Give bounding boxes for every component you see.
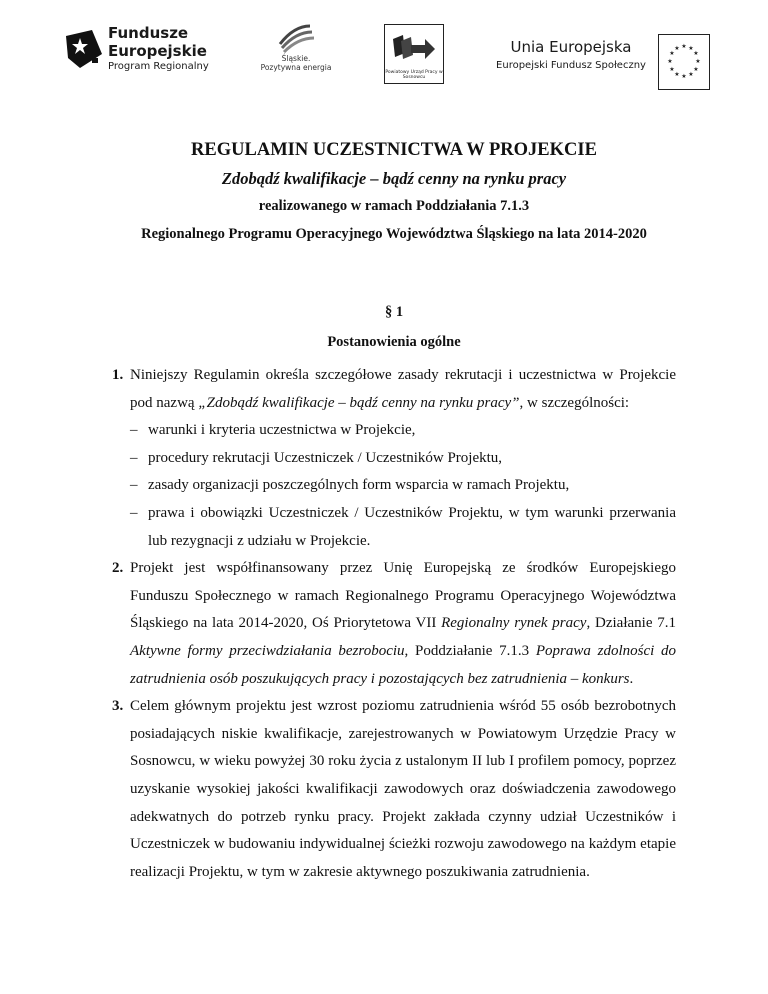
- pup-arrow-icon: [391, 33, 437, 63]
- fundusze-europejskie-logo: [66, 22, 226, 74]
- ue-line1: Unia Europejska: [510, 38, 632, 56]
- point-2-text-a: Projekt jest współfinansowany przez Unię Europejską ze środków Europejskiego Funduszu Społecznego w ramach Regionalnego Programu Operacyjnego Województwa Śląskiego na lata 2014-2020, Oś Priorytetowa VII: [130, 560, 676, 632]
- point-number: 2.: [112, 560, 124, 577]
- svg-text:★: ★: [688, 71, 694, 78]
- svg-text:★: ★: [669, 50, 675, 57]
- svg-text:★: ★: [674, 71, 680, 78]
- slaskie-line2: Pozytywna energia: [260, 63, 332, 72]
- document-subtitle: Zdobądź kwalifikacje – bądź cenny na rynku pracy: [221, 169, 567, 188]
- point-1-text-a: Niniejszy Regulamin określa szczegółowe zasady rekrutacji i uczestnictwa w Projekcie pod nazwą: [130, 367, 676, 411]
- criteria-list: [130, 417, 676, 555]
- svg-text:★: ★: [693, 50, 699, 57]
- slaskie-line1: Śląskie.: [281, 54, 311, 63]
- point-2-text-d: .: [629, 670, 634, 687]
- list-item: – warunki i kryteria uczestnictwa w Projekcie,: [130, 417, 676, 445]
- point-1-text-b: , w szczególności:: [519, 394, 630, 411]
- list-item: – prawa i obowiązki Uczestniczek / Uczestników Projektu, w tym warunki przerwania lub rezygnacji z udziału w Projekcie.: [130, 500, 676, 555]
- program-line: Regionalnego Programu Operacyjnego Województwa Śląskiego na lata 2014-2020: [141, 226, 647, 242]
- pup-logo: [384, 24, 444, 84]
- subaction-name: Poprawa zdolności do zatrudnienia osób poszukujących pracy i pozostających bez zatrudnienia – konkurs: [130, 642, 676, 687]
- svg-text:★: ★: [688, 45, 694, 52]
- logo-bar: [0, 18, 768, 88]
- svg-text:★: ★: [681, 73, 687, 80]
- point-number: 3.: [112, 698, 124, 715]
- svg-text:★: ★: [667, 58, 673, 65]
- point-3-text: Celem głównym projektu jest wzrost poziomu zatrudnienia wśród 55 osób bezrobotnych posiadających niskie kwalifikacje, zarejestrowanych w Powiatowym Urzędzie Pracy w Sosnowcu, w wieku powyżej 30 roku życia z ustalonym II lub I profilem pomocy, poprzez uzyskanie wysokiej jakości kwalifikacji zawodowych oraz doświadczenia zawodowego adekwatnych do potrzeb rynku pracy. Projekt zakłada czynny udział Uczestników i Uczestniczek w budowaniu indywidualnej ścieżki rozwoju zawodowego na każdym etapie realizacji Projektu, w tym w zakresie aktywnego poszukiwania zatrudnienia.: [130, 698, 676, 880]
- svg-text:★: ★: [693, 66, 699, 73]
- project-name: „Zdobądź kwalifikacje – bądź cenny na rynku pracy”: [198, 394, 520, 411]
- document-body: [112, 138, 676, 886]
- list-item: – zasady organizacji poszczególnych form wsparcia w ramach Projektu,: [130, 472, 676, 500]
- point-1: [112, 362, 676, 555]
- svg-text:★: ★: [695, 58, 701, 65]
- fe-star-icon: [66, 28, 102, 68]
- svg-text:★: ★: [674, 45, 680, 52]
- section-number: § 1: [384, 304, 404, 320]
- document-title: REGULAMIN UCZESTNICTWA W PROJEKCIE: [191, 140, 597, 160]
- svg-text:★: ★: [681, 43, 687, 50]
- action-name: Aktywne formy przeciwdziałania bezrobociu: [130, 642, 405, 659]
- realized-line: realizowanego w ramach Poddziałania 7.1.3: [258, 198, 530, 214]
- points-list: [112, 362, 676, 886]
- point-2-text-b: , Działanie 7.1: [586, 615, 677, 632]
- axis-name: Regionalny rynek pracy: [441, 615, 587, 632]
- pup-text: Powiatowy Urząd Pracy w Sosnowcu: [385, 70, 443, 80]
- slaskie-logo: [256, 22, 336, 82]
- ue-line2: Europejski Fundusz Społeczny: [496, 60, 646, 71]
- point-2-text-c: , Poddziałanie 7.1.3: [404, 642, 536, 659]
- list-item: – procedury rekrutacji Uczestniczek / Uczestników Projektu,: [130, 445, 676, 473]
- svg-text:★: ★: [669, 66, 675, 73]
- fe-line1: Fundusze: [108, 24, 189, 42]
- fe-line3: Program Regionalny: [108, 61, 209, 72]
- point-2: [112, 555, 676, 693]
- point-number: 1.: [112, 367, 124, 383]
- point-3: [112, 693, 676, 886]
- ue-text-block: [486, 38, 656, 71]
- slaskie-swirl-icon: [276, 22, 316, 54]
- eu-flag-icon: [658, 34, 710, 90]
- section-title: Postanowienia ogólne: [327, 334, 461, 350]
- fe-line2: Europejskie: [108, 42, 207, 60]
